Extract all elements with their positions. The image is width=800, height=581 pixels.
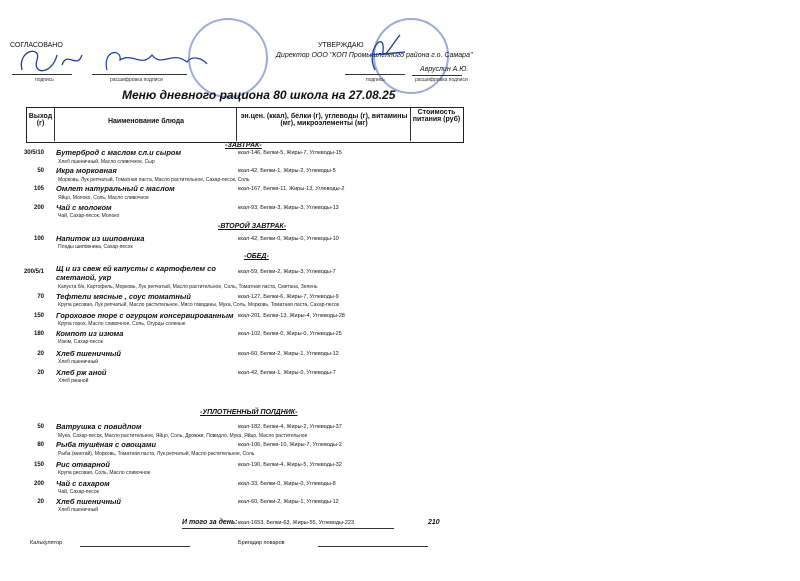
calculator-label: Калькулятор [30,540,63,546]
dish-nutrition: ккал-167, Белки-11, Жиры-13, Углеводы-2 [238,186,345,192]
dish-name: Тефтели мясные , соус томатный [56,292,191,301]
row-vyhod: 70 [37,294,44,300]
header-energy: эн.цен. (ккал), белки (г), углеводы (г), витамины (мг), микроэлементы (мг) [240,113,408,127]
row-vyhod: 20 [37,499,44,505]
row-vyhod: 105 [33,186,44,192]
dish-ingredients: Морковь, Лук репчатый, Томатная паста, Масло растительное, Сахар-песок, Соль [58,177,250,183]
dish-name: Рис отварной [56,460,110,469]
header-dish-name: Наименование блюда [107,118,185,125]
dish-nutrition: ккал-102, Белки-0, Жиры-0, Углеводы-25 [238,331,342,337]
dish-nutrition: ккал-182, Белки-4, Жиры-2, Углеводы-37 [238,424,342,430]
total-values: ккал-1653, Белки-63, Жиры-55, Углеводы-223 [238,520,355,526]
dish-ingredients: Чай, Сахар-песок [58,489,99,495]
director-title: Директор ООО "КОП Промышленного района г.о. Самара" [276,52,473,59]
row-vyhod: 30/5/10 [23,150,44,156]
decode-line-right [412,75,462,76]
section-vtoroy-zavtrak: -ВТОРОЙ ЗАВТРАК- [218,223,287,230]
row-vyhod: 180 [33,331,44,337]
signature-line-right [345,74,405,75]
row-vyhod: 150 [33,462,44,468]
dish-nutrition: ккал-60, Белки-2, Жиры-1, Углеводы-12 [238,351,339,357]
dish-ingredients: Хлеб пшеничный [58,359,99,365]
decode-caption: расшифровка подписи [110,77,163,83]
total-cost: 210 [428,519,440,526]
dish-name: Хлеб пшеничный [56,349,121,358]
row-vyhod: 20 [37,370,44,376]
dish-name: Икра морковная [56,166,117,175]
agreed-label: СОГЛАСОВАНО [10,42,63,49]
dish-nutrition: ккал-201, Белки-13, Жиры-4, Углеводы-28 [238,313,345,319]
dish-ingredients: Крупа рисовая, Соль, Масло сливочное [58,470,151,476]
dish-nutrition: ккал-60, Белки-2, Жиры-1, Углеводы-12 [238,499,339,505]
handwritten-signature-left [12,40,212,80]
row-vyhod: 100 [33,236,44,242]
dish-nutrition: ккал-42, Белки-1, Жиры-2, Углеводы-5 [238,168,336,174]
dish-ingredients: Чай, Сахар-песок, Молоко [58,213,120,219]
section-poldnik: -УПЛОТНЕННЫЙ ПОЛДНИК- [200,409,298,416]
calculator-line [80,546,190,547]
dish-nutrition: ккал-33, Белки-0, Жиры-0, Углеводы-8 [238,481,336,487]
dish-name: Чай с сахаром [56,479,110,488]
podpis-caption-right: подпись [366,77,385,83]
dish-ingredients: Крупа рисовая, Лук репчатый, Масло растительное, Мясо говядины, Мука, Соль, Морковь, Томатная паста, Сахар-песок [58,302,340,308]
dish-nutrition: ккал-106, Белки-10, Жиры-7, Углеводы-2 [238,442,342,448]
dish-ingredients: Хлеб пшеничный [58,507,99,513]
official-stamp-left [188,18,268,98]
dish-name: Гороховое пюре с огурцом консервированным [56,311,234,320]
podpis-caption: подпись [35,77,54,83]
header-cost: Стоимость питания (руб) [412,109,461,123]
row-vyhod: 200/5/1 [23,269,44,275]
dish-ingredients: Хлеб пшеничный, Масло сливочное, Сыр [58,159,155,165]
decode-caption-right: расшифровка подписи [415,77,468,83]
row-vyhod: 50 [37,424,44,430]
dish-ingredients: Яйцо, Молоко, Соль, Масло сливочное [58,195,149,201]
dish-nutrition: ккал-42, Белки-1, Жиры-0, Углеводы-7 [238,370,336,376]
dish-ingredients: Хлеб ржаной [58,378,89,384]
dish-nutrition: ккал-190, Белки-4, Жиры-5, Углеводы-32 [238,462,342,468]
dish-name: Щ и из свеж ей капусты с картофелем со сметаной, укр [56,264,216,282]
dish-name: Компот из изюма [56,329,124,338]
dish-nutrition: ккал-93, Белки-3, Жиры-3, Углеводы-13 [238,205,339,211]
page-title: Меню дневного рациона 80 школа на 27.08.25 [122,88,396,102]
dish-name: Хлеб пшеничный [56,497,121,506]
row-vyhod: 80 [37,442,44,448]
dish-nutrition: ккал-42, Белки-0, Жиры-0, Углеводы-10 [238,236,339,242]
row-vyhod: 200 [33,481,44,487]
dish-nutrition: ккал-59, Белки-2, Жиры-3, Углеводы-7 [238,269,336,275]
dish-ingredients: Крупа горох, Масло сливочное, Соль, Огурцы соленые [58,321,186,327]
dish-name: Ватрушка с повидлом [56,422,142,431]
dish-name: Омлет натуральный с маслом [56,184,175,193]
dish-ingredients: Плоды шиповника, Сахар-песок [58,244,133,250]
approver-name: Авруслин А.Ю. [420,66,469,73]
dish-nutrition: ккал-146, Белки-5, Жиры-7, Углеводы-15 [238,150,342,156]
brigadir-line [318,546,428,547]
section-obed: -ОБЕД- [244,253,269,260]
dish-ingredients: Капуста б/к, Картофель, Морковь, Лук репчатый, Масло растительное, Соль, Томатная паста, Сметана, Зелень [58,284,318,290]
row-vyhod: 150 [33,313,44,319]
dish-ingredients: Мука, Сахар-песок, Масло растительное, Яйцо, Соль, Дрожжи, Повидло, Мука, Яйцо, Масло растительное [58,433,308,439]
dish-name: Чай с молоком [56,203,112,212]
handwritten-signature-right [355,30,415,75]
dish-name: Бутерброд с маслом сл.и сыром [56,148,182,157]
row-vyhod: 200 [33,205,44,211]
section-zavtrak: -ЗАВТРАК- [225,142,262,149]
dish-name: Хлеб рж аной [56,368,107,377]
dish-name: Рыба тушёная с овощами [56,440,157,449]
header-vyhod: Выход (г) [28,113,53,127]
approve-label: УТВЕРЖДАЮ [318,42,364,49]
dish-ingredients: Изюм, Сахар-песок [58,339,103,345]
dish-name: Напиток из шиповника [56,234,145,243]
dish-nutrition: ккал-127, Белки-6, Жиры-7, Углеводы-9 [238,294,339,300]
brigadir-label: Бригадир поваров [238,540,285,546]
total-underline [182,528,394,529]
total-label: И того за день: [182,519,238,526]
dish-ingredients: Рыба (минтай), Морковь, Томатная паста, Лук репчатый, Масло растительное, Соль [58,451,255,457]
row-vyhod: 50 [37,168,44,174]
row-vyhod: 20 [37,351,44,357]
